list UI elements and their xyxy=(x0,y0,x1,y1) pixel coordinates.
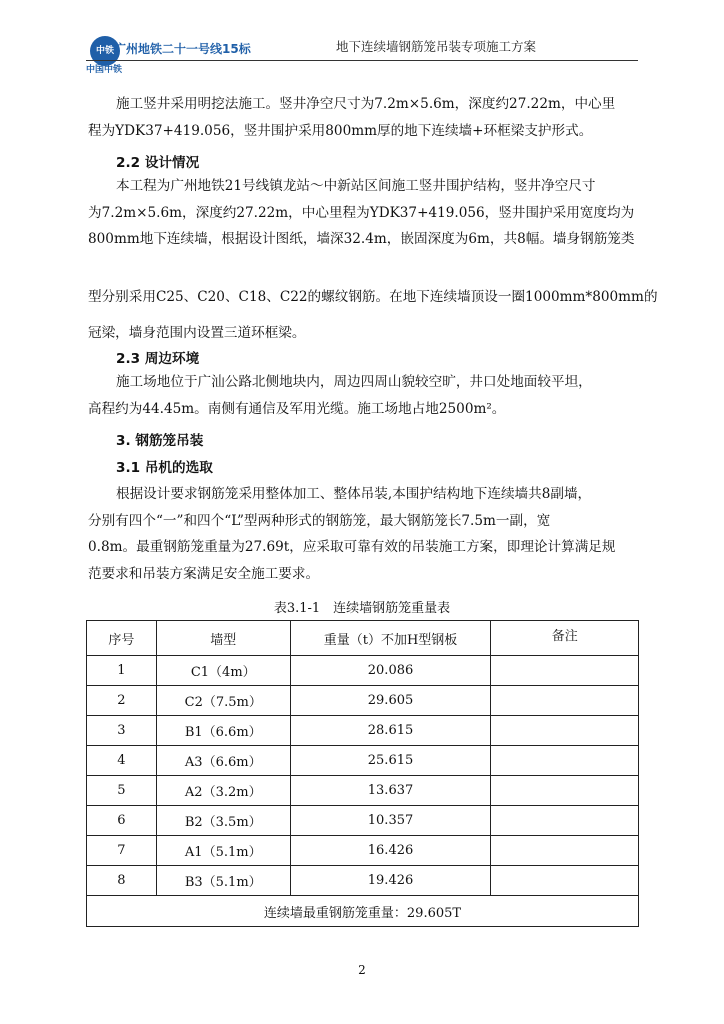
cell-weight: 13.637 xyxy=(290,776,491,806)
cell-index: 1 xyxy=(87,656,157,686)
logo-mark-icon: 中铁 xyxy=(90,36,120,66)
cell-remark xyxy=(491,656,639,686)
text-line: 分别有四个“一”和四个“L”型两种形式的钢筋笼，最大钢筋笼长7.5m一副，宽 xyxy=(88,512,551,529)
cell-remark xyxy=(491,776,639,806)
cell-wall-type: C2（7.5m） xyxy=(156,686,290,716)
header-wall-type: 墙型 xyxy=(156,621,290,656)
header-remark: 备注 xyxy=(491,621,639,656)
heading-design: 2.2 设计情况 xyxy=(116,155,200,171)
page-number: 2 xyxy=(358,963,366,977)
table-row xyxy=(87,806,639,836)
table-caption: 表3.1-1 连续墙钢筋笼重量表 xyxy=(273,601,451,616)
cell-wall-type: A3（6.6m） xyxy=(156,746,290,776)
text-line: 冠梁，墙身范围内设置三道环框梁。 xyxy=(88,325,306,341)
table-row xyxy=(87,716,639,746)
paragraph-design xyxy=(88,173,648,253)
cell-weight: 28.615 xyxy=(290,716,491,746)
cell-index: 4 xyxy=(87,746,157,776)
cell-wall-type: A1（5.1m） xyxy=(156,836,290,866)
cell-weight: 20.086 xyxy=(290,656,491,686)
cell-remark xyxy=(491,836,639,866)
cell-weight: 10.357 xyxy=(290,806,491,836)
text-line: 型分别采用C25、C20、C18、C22的螺纹钢筋。在地下连续墙顶设一圈1000mm*800mm的 xyxy=(88,289,658,305)
weight-table xyxy=(86,620,639,927)
text-line: 范要求和吊装方案满足安全施工要求。 xyxy=(88,565,320,582)
paragraph-crane xyxy=(88,481,648,587)
heading-crane: 3.1 吊机的选取 xyxy=(116,460,213,476)
company-logo xyxy=(86,32,286,78)
cell-wall-type: B3（5.1m） xyxy=(156,866,290,896)
paragraph-rebar xyxy=(88,279,658,351)
cell-index: 7 xyxy=(87,836,157,866)
text-line: 高程约为44.45m。南侧有通信及军用光缆。施工场地占地2500m²。 xyxy=(88,400,506,417)
cell-weight: 29.605 xyxy=(290,686,491,716)
table-row xyxy=(87,746,639,776)
cell-wall-type: B1（6.6m） xyxy=(156,716,290,746)
cell-wall-type: B2（3.5m） xyxy=(156,806,290,836)
text-line: 施工竖井采用明挖法施工。竖井净空尺寸为7.2m×5.6m，深度约27.22m，中心里 xyxy=(116,96,616,112)
page-header xyxy=(86,30,638,78)
cell-index: 3 xyxy=(87,716,157,746)
cell-remark xyxy=(491,746,639,776)
text-line: 为7.2m×5.6m，深度约27.22m，中心里程为YDK37+419.056，竖井围护采用宽度均为 xyxy=(88,204,635,221)
cell-wall-type: A2（3.2m） xyxy=(156,776,290,806)
cell-remark xyxy=(491,806,639,836)
cell-weight: 16.426 xyxy=(290,836,491,866)
paragraph-shaft xyxy=(88,91,648,144)
company-name: 中国中铁 xyxy=(86,65,123,75)
cell-index: 8 xyxy=(87,866,157,896)
header-index: 序号 xyxy=(87,621,157,656)
heading-section-3: 3. 钢筋笼吊装 xyxy=(116,433,204,449)
text-line: 施工场地位于广汕公路北侧地块内，周边四周山貌较空旷，井口处地面较平坦， xyxy=(116,374,592,390)
text-line: 本工程为广州地铁21号线镇龙站～中新站区间施工竖井围护结构，竖井净空尺寸 xyxy=(116,178,596,194)
header-rule xyxy=(86,60,638,61)
table-row xyxy=(87,656,639,686)
cell-remark xyxy=(491,686,639,716)
cell-weight: 25.615 xyxy=(290,746,491,776)
header-weight: 重量（t）不加H型钢板 xyxy=(290,621,491,656)
cell-wall-type: C1（4m） xyxy=(156,656,290,686)
table-row xyxy=(87,686,639,716)
text-line: 根据设计要求钢筋笼采用整体加工、整体吊装,本围护结构地下连续墙共8副墙， xyxy=(116,486,592,502)
cell-index: 2 xyxy=(87,686,157,716)
cell-total: 连续墙最重钢筋笼重量：29.605T xyxy=(87,896,639,927)
cell-index: 6 xyxy=(87,806,157,836)
table-row xyxy=(87,776,639,806)
table-header-row xyxy=(87,621,639,656)
table-total-row xyxy=(87,896,639,927)
paragraph-environment xyxy=(88,369,648,422)
cell-index: 5 xyxy=(87,776,157,806)
document-title: 地下连续墙钢筋笼吊装专项施工方案 xyxy=(336,39,537,54)
table-row xyxy=(87,836,639,866)
table-row xyxy=(87,866,639,896)
cell-weight: 19.426 xyxy=(290,866,491,896)
cell-remark xyxy=(491,866,639,896)
text-line: 0.8m。最重钢筋笼重量为27.69t，应采取可靠有效的吊装施工方案，即理论计算满足规 xyxy=(88,539,616,555)
project-name: 广州地铁二十一号线15标 xyxy=(114,42,251,56)
text-line: 程为YDK37+419.056，竖井围护采用800mm厚的地下连续墙+环框梁支护形式。 xyxy=(88,122,593,139)
text-line: 800mm地下连续墙，根据设计图纸，墙深32.4m，嵌固深度为6m，共8幅。墙身钢筋笼类 xyxy=(88,231,635,247)
cell-remark xyxy=(491,716,639,746)
heading-environment: 2.3 周边环境 xyxy=(116,351,200,367)
